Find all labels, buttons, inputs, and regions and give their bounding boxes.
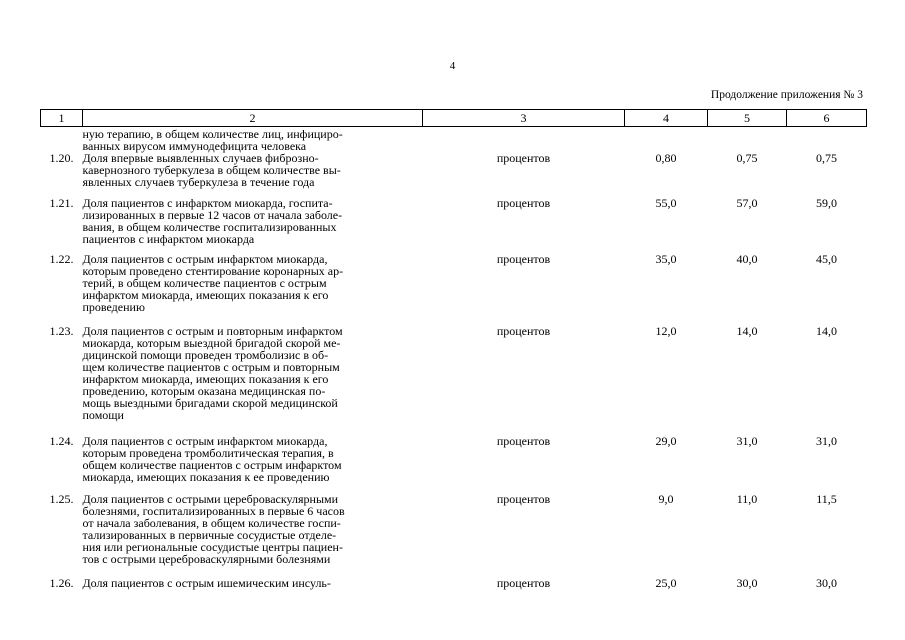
row-unit: процентов — [496, 196, 551, 210]
table-row — [41, 325, 867, 435]
row-value-col6: 0,75 — [816, 151, 837, 165]
row-value-col5: 14,0 — [736, 324, 758, 338]
table-row — [41, 493, 867, 577]
row-description: Доля пациентов с острым инфарктом миокарда, которым проведено стентирование коронарных ар- терий, в общем количестве пациентов с острым инфарктом миокарда, имеющих показания к его проведению — [82, 252, 344, 314]
row-number: 1.24. — [49, 434, 74, 448]
row-description: Доля пациентов с острыми цереброваскулярными болезнями, госпитализированных в первые 6 часов от начала заболевания, в общем количестве госпи- тализированных в первичные сосудистые отделе- ния или региональные сосудистые центры пациен- тов с острыми цереброваскулярными болезнями — [82, 492, 345, 566]
header-col-4: 4 — [625, 110, 708, 127]
row-description: Доля пациентов с острым инфарктом миокарда, которым проведена тромболитическая терапия, в общем количестве пациентов с острым инфарктом миокарда, имеющих показания к ее проведению — [82, 434, 342, 484]
row-unit: процентов — [496, 434, 551, 448]
row-value-col4: 25,0 — [655, 576, 677, 590]
row-unit: процентов — [496, 576, 551, 590]
table-row — [41, 435, 867, 493]
table-row — [41, 577, 867, 597]
page-number: 4 — [449, 60, 456, 72]
row-number: 1.21. — [49, 196, 74, 210]
row-description: Доля впервые выявленных случаев фиброзно- кавернозного туберкулеза в общем количестве вы- явленных случаев туберкулеза в течение года — [82, 151, 341, 189]
row-value-col6: 59,0 — [816, 196, 837, 210]
row-value-col5: 11,0 — [736, 492, 758, 506]
row-value-col4: 29,0 — [655, 434, 677, 448]
row-value-col6: 14,0 — [816, 324, 837, 338]
indicators-table — [40, 109, 867, 597]
row-value-col4: 0,80 — [655, 151, 677, 165]
row-value-col6: 45,0 — [816, 252, 837, 266]
table-row — [41, 152, 867, 197]
row-number: 1.22. — [49, 252, 74, 266]
header-col-3: 3 — [423, 110, 625, 127]
header-col-5: 5 — [708, 110, 787, 127]
row-unit: процентов — [496, 252, 551, 266]
header-col-2: 2 — [83, 110, 423, 127]
row-value-col4: 55,0 — [655, 196, 677, 210]
row-number: 1.23. — [49, 324, 74, 338]
row-unit: процентов — [496, 492, 551, 506]
header-col-6: 6 — [787, 110, 867, 127]
row-value-col5: 0,75 — [736, 151, 758, 165]
row-value-col6: 31,0 — [816, 434, 837, 448]
desc-text: ную терапию, в общем количестве лиц, инфициро- ванных вирусом иммунодефицита человека — [82, 127, 343, 153]
row-number: 1.25. — [49, 492, 74, 506]
continuation-text — [83, 127, 867, 153]
header-row — [41, 110, 867, 127]
row-unit: процентов — [496, 151, 551, 165]
row-description: Доля пациентов с инфарктом миокарда, госпита- лизированных в первые 12 часов от начала заболе- вания, в общем количестве госпитализированных пациентов с инфарктом миокарда — [82, 196, 343, 246]
row-description: Доля пациентов с острым и повторным инфарктом миокарда, которым выездной бригадой скорой ме- дицинской помощи проведен тромболизис в об- щем количестве пациентов с острым и повторным инфарктом миокарда, имеющих показания к его проведению, которым оказана медицинская по- мощь выездными бригадами скорой медицинской помощи — [82, 324, 343, 422]
row-value-col6: 11,5 — [816, 492, 837, 506]
row-number: 1.20. — [49, 151, 74, 165]
continuation-label: Продолжение приложения № 3 — [710, 89, 863, 101]
header-col-1: 1 — [41, 110, 83, 127]
row-value-col5: 40,0 — [736, 252, 758, 266]
row-number: 1.26. — [49, 576, 74, 590]
row-description: Доля пациентов с острым ишемическим инсуль- — [82, 576, 331, 590]
row-value-col5: 30,0 — [736, 576, 758, 590]
row-value-col4: 12,0 — [655, 324, 677, 338]
row-value-col4: 35,0 — [655, 252, 677, 266]
row-unit: процентов — [496, 324, 551, 338]
row-value-col6: 30,0 — [816, 576, 837, 590]
table-row — [41, 197, 867, 253]
row-value-col5: 57,0 — [736, 196, 758, 210]
table-row — [41, 253, 867, 325]
table-row-continuation — [41, 127, 867, 153]
row-value-col5: 31,0 — [736, 434, 758, 448]
row-value-col4: 9,0 — [658, 492, 674, 506]
